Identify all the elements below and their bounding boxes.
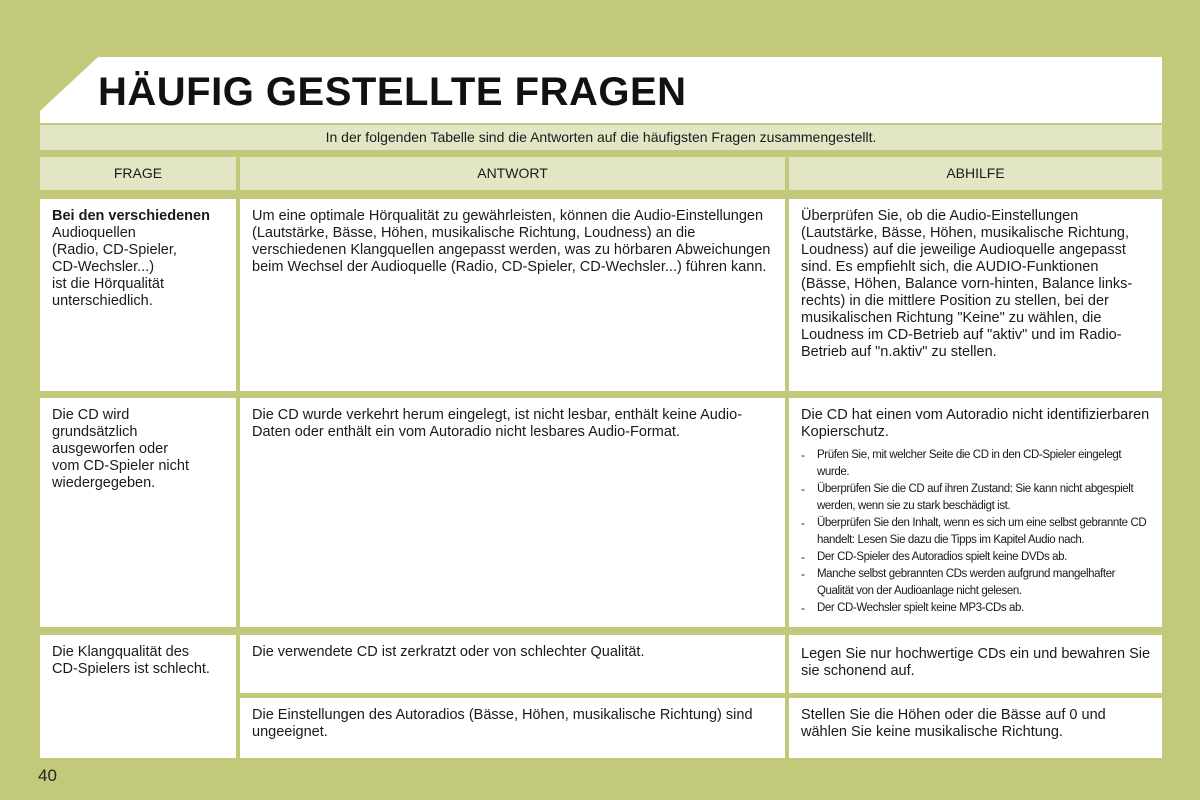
tip-item: - Überprüfen Sie den Inhalt, wenn es sich um eine selbst gebrannte CD handelt: Lesen Sie dazu die Tipps im Kapitel Audio nach. <box>801 515 1151 549</box>
page-number: 40 <box>38 766 57 785</box>
row2-remedy-lead: Die CD hat einen vom Autoradio nicht identifizierbaren Kopierschutz. <box>801 407 1150 440</box>
tip-item: - Der CD-Spieler des Autoradios spielt keine DVDs ab. <box>801 549 1151 566</box>
row1-remedy: Überprüfen Sie, ob die Audio-Einstellungen (Lautstärke, Bässe, Höhen, musikalische Richtung, Loudness) auf die jeweilige Audioquelle angepasst sind. Es empfiehlt sich, die AUDIO-Funktionen (Bässe, Höhen, Balance vorn-hinten, Balance links-rechts) in die mittlere Position zu stellen, bei der musikalischen Richtung "Keine" zu wählen, die Loudness im CD-Betrieb auf "aktiv" und im Radio-Betrieb auf "n.aktiv" zu stellen. <box>789 199 1162 391</box>
row3-remedy: Legen Sie nur hochwertige CDs ein und bewahren Sie sie schonend auf. <box>789 635 1162 693</box>
row1-answer: Um eine optimale Hörqualität zu gewährleisten, können die Audio-Einstellungen (Lautstärke, Bässe, Höhen, musikalische Richtung, Loudness) an die verschiedenen Klangquellen angepasst werden, was zu hörbaren Abweichungen beim Wechsel der Audioquelle (Radio, CD-Spieler, CD-Wechsler...) führen kann. <box>240 199 785 391</box>
row3-question: Die Klangqualität des CD-Spielers ist schlecht. <box>40 635 236 758</box>
tip-item: - Überprüfen Sie die CD auf ihren Zustand: Sie kann nicht abgespielt werden, wenn sie zu stark beschädigt ist. <box>801 481 1151 515</box>
row1-question <box>40 199 236 391</box>
row1-question-text: Audioquellen (Radio, CD-Spieler, CD-Wechsler...) ist die Hörqualität unterschiedlich. <box>52 225 177 309</box>
header-remedy: ABHILFE <box>789 157 1162 190</box>
intro-text: In der folgenden Tabelle sind die Antworten auf die häufigsten Fragen zusammengestellt. <box>325 129 877 145</box>
tips-list <box>801 447 1151 617</box>
row3-answer: Die verwendete CD ist zerkratzt oder von schlechter Qualität. <box>240 635 785 693</box>
tip-item: - Der CD-Wechsler spielt keine MP3-CDs ab. <box>801 600 1151 617</box>
row2-remedy <box>789 398 1162 627</box>
row1-question-bold: Bei den verschiedenen <box>52 208 210 224</box>
tip-item: - Manche selbst gebrannten CDs werden aufgrund mangelhafter Qualität von der Audioanlage nicht gelesen. <box>801 566 1151 600</box>
row4-remedy: Stellen Sie die Höhen oder die Bässe auf 0 und wählen Sie keine musikalische Richtung. <box>789 698 1162 758</box>
page-title: HÄUFIG GESTELLTE FRAGEN <box>98 70 687 114</box>
header-answer: ANTWORT <box>240 157 785 190</box>
header-question: FRAGE <box>40 157 236 190</box>
tip-item: - Prüfen Sie, mit welcher Seite die CD in den CD-Spieler eingelegt wurde. <box>801 447 1151 481</box>
row2-answer: Die CD wurde verkehrt herum eingelegt, ist nicht lesbar, enthält keine Audio-Daten oder enthält ein vom Autoradio nicht lesbares Audio-Format. <box>240 398 785 627</box>
row2-question: Die CD wird grundsätzlich ausgeworfen oder vom CD-Spieler nicht wiedergegeben. <box>40 398 236 627</box>
row4-answer: Die Einstellungen des Autoradios (Bässe, Höhen, musikalische Richtung) sind ungeeignet. <box>240 698 785 758</box>
